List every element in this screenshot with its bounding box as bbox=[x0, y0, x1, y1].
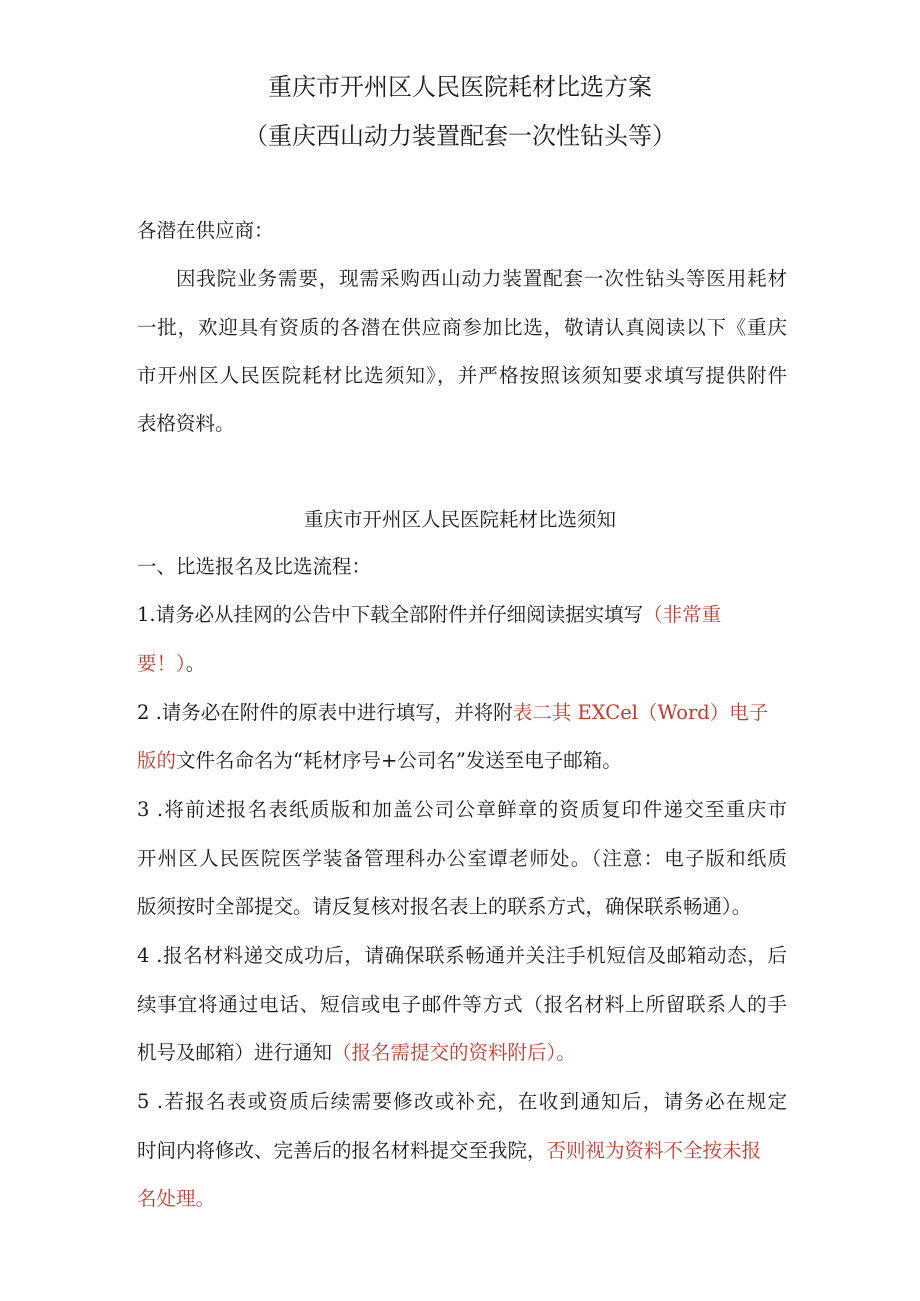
notice-title: 重庆市开州区人民医院耗材比选须知 bbox=[303, 508, 616, 531]
item-3-line-2: 开州区人民医院医学装备管理科办公室谭老师处。（注意：电子版和纸质 bbox=[137, 847, 787, 870]
item-2-emphasis-cont: 版的 bbox=[137, 749, 177, 772]
item-2-emphasis: 表二其 EXCel（Word）电子 bbox=[512, 701, 769, 724]
item-2-line-2 bbox=[137, 746, 787, 776]
item-3-line-1: 3 .将前述报名表纸质版和加盖公司公章鲜章的资质复印件递交至重庆市 bbox=[137, 798, 787, 821]
item-5-emphasis: 否则视为资料不全按未报 bbox=[546, 1139, 762, 1162]
intro-line-4: 表格资料。 bbox=[137, 412, 235, 435]
item-4-line-2: 续事宜将通过电话、短信或电子邮件等方式（报名材料上所留联系人的手 bbox=[137, 993, 787, 1016]
intro-line-2: 一批，欢迎具有资质的各潜在供应商参加比选，敬请认真阅读以下《重庆 bbox=[137, 316, 787, 339]
item-1-line-1 bbox=[137, 600, 787, 630]
item-4-line-1: 4 .报名材料递交成功后，请确保联系畅通并关注手机短信及邮箱动态，后 bbox=[137, 944, 787, 967]
item-1-emphasis: （非常重 bbox=[643, 603, 722, 626]
document-title: 重庆市开州区人民医院耗材比选方案 bbox=[268, 73, 652, 101]
item-1-line-2 bbox=[137, 649, 787, 679]
item-2-line-1 bbox=[137, 698, 787, 728]
item-5-emphasis-cont: 名处理。 bbox=[137, 1187, 216, 1210]
intro-line-1: 因我院业务需要，现需采购西山动力装置配套一次性钻头等医用耗材 bbox=[176, 267, 787, 290]
item-4-emphasis: （报名需提交的资料附后）。 bbox=[332, 1041, 576, 1064]
item-1-end: 。 bbox=[185, 652, 206, 675]
item-3-line-3: 版须按时全部提交。请反复核对报名表上的联系方式，确保联系畅通）。 bbox=[137, 895, 752, 918]
salutation: 各潜在供应商： bbox=[137, 219, 274, 242]
item-5-line-3 bbox=[137, 1184, 787, 1214]
item-4-line-3 bbox=[137, 1038, 787, 1068]
item-1-text: 1.请务必从挂网的公告中下载全部附件并仔细阅读据实填写 bbox=[137, 603, 644, 626]
item-5-line-2 bbox=[137, 1136, 787, 1166]
section-heading: 一、比选报名及比选流程： bbox=[137, 555, 372, 578]
item-2-text-cont: 文件名命名为“耗材序号+公司名”发送至电子邮箱。 bbox=[176, 749, 622, 772]
document-subtitle: （重庆西山动力装置配套一次性钻头等） bbox=[244, 122, 676, 150]
item-5-line-1: 5 .若报名表或资质后续需要修改或补充，在收到通知后，请务必在规定 bbox=[137, 1090, 787, 1113]
item-1-emphasis-cont: 要！） bbox=[137, 652, 186, 675]
intro-line-3: 市开州区人民医院耗材比选须知》，并严格按照该须知要求填写提供附件 bbox=[137, 364, 787, 387]
item-5-text: 时间内将修改、完善后的报名材料提交至我院， bbox=[137, 1139, 547, 1162]
item-2-text: 2 .请务必在附件的原表中进行填写，并将附 bbox=[137, 701, 513, 724]
item-4-text: 机号及邮箱）进行通知 bbox=[137, 1041, 333, 1064]
